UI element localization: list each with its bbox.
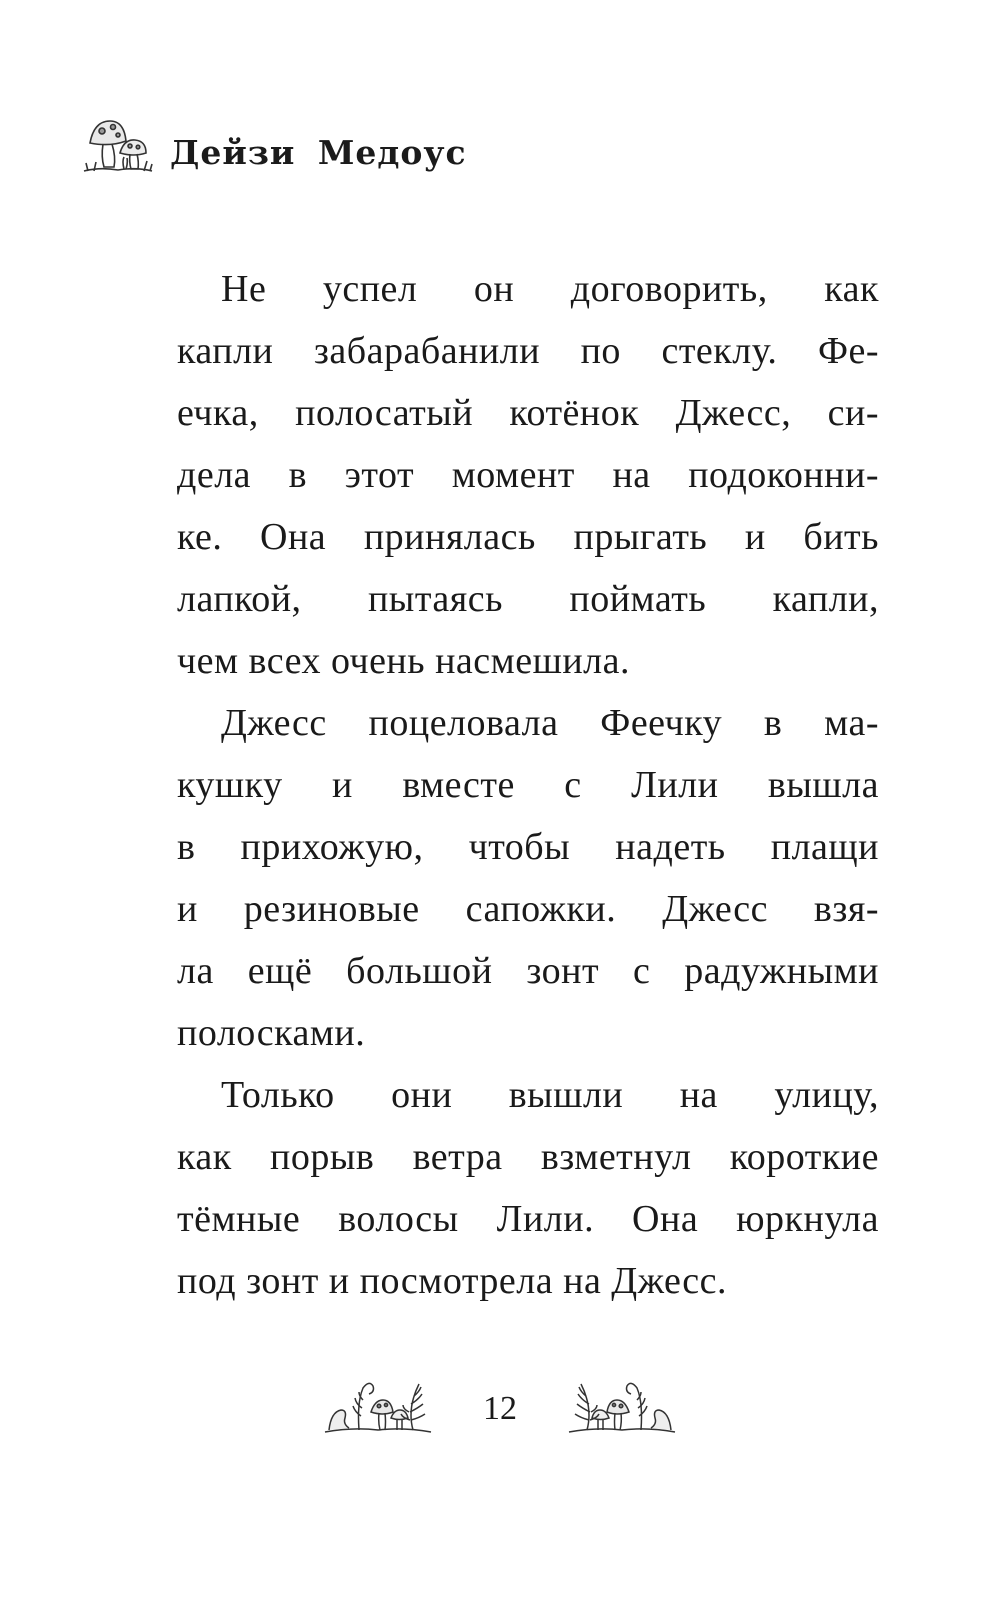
text-line: кушку и вместе с Лили вышла: [177, 764, 879, 806]
page-footer: [0, 1372, 1000, 1442]
text-line: капли забарабанили по стеклу. Фе-: [177, 330, 879, 372]
text-line: как порыв ветра взметнул короткие: [177, 1136, 879, 1178]
text-line: в прихожую, чтобы надеть плащи: [177, 826, 879, 868]
running-head: [80, 110, 467, 180]
text-line: полосками.: [177, 1012, 366, 1054]
page-number: 12: [483, 1390, 517, 1427]
text-line: ечка, полосатый котёнок Джесс, си-: [177, 392, 879, 434]
text-line: чем всех очень насмешила.: [177, 640, 631, 682]
body-text: [177, 258, 879, 1312]
text-line: ла ещё большой зонт с радужными: [177, 950, 879, 992]
text-line: тёмные волосы Лили. Она юркнула: [177, 1198, 879, 1240]
text-line: под зонт и посмотрела на Джесс.: [177, 1260, 728, 1302]
mushroom-fern-ornament-icon: [567, 1372, 677, 1442]
text-line: Не успел он договорить, как: [221, 268, 879, 310]
text-line: Джесс поцеловала Феечку в ма-: [221, 702, 879, 744]
text-line: Только они вышли на улицу,: [221, 1074, 879, 1116]
author-name: Дейзи Медоус: [170, 132, 467, 172]
text-line: лапкой, пытаясь поймать капли,: [177, 578, 879, 620]
mushroom-ornament-icon: [80, 113, 156, 177]
mushroom-fern-ornament-icon: [323, 1372, 433, 1442]
text-line: ке. Она принялась прыгать и бить: [177, 516, 879, 558]
text-line: и резиновые сапожки. Джесс взя-: [177, 888, 879, 930]
text-line: дела в этот момент на подоконни-: [177, 454, 879, 496]
